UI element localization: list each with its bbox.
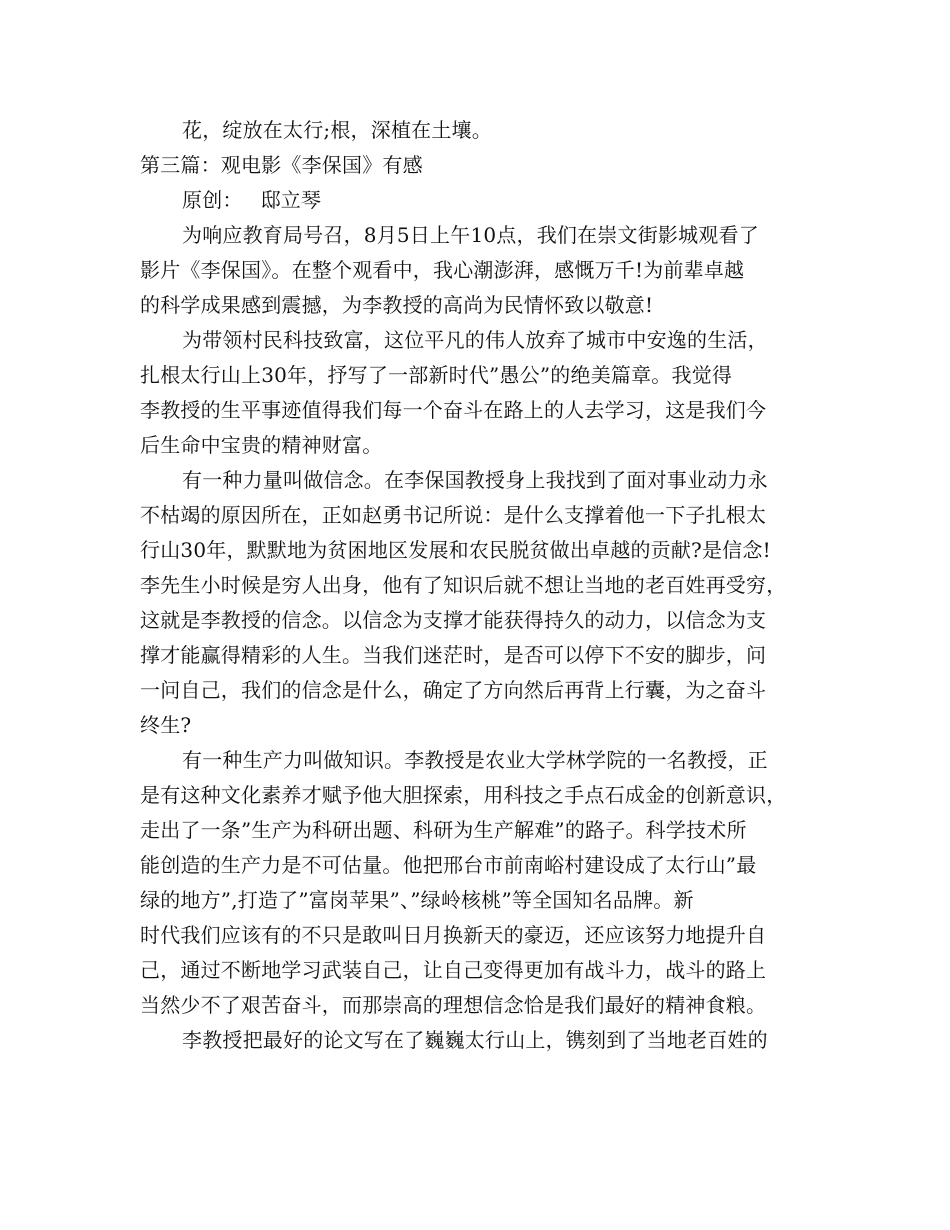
line-text: 花，绽放在太行;根，深植在土壤。 [182,118,492,142]
text-line [140,883,812,918]
line-text: 撑才能赢得精彩的人生。当我们迷茫时，是否可以停下不安的脚步，问 [140,643,767,667]
line-text: 不枯竭的原因所在，正如赵勇书记所说：是什么支撑着他一下子扎根太 [140,503,767,527]
line-text: 第三篇：观电影《李保国》有感 [140,153,423,177]
line-text: 绿的地方”,打造了”富岗苹果”、”绿岭核桃”等全国知名品牌。新 [140,888,694,912]
line-text: 是有这种文化素养才赋予他大胆探索，用科技之手点石成金的创新意识， [140,783,787,807]
text-line [140,428,812,463]
author-name: 邸立琴 [260,188,322,212]
text-line [140,288,812,323]
line-text: 李教授把最好的论文写在了巍巍太行山上，镌刻到了当地老百姓的 [182,1028,768,1052]
text-line [140,673,812,708]
line-text: 终生? [140,713,192,737]
text-line [140,113,812,148]
line-text: 一问自己，我们的信念是什么，确定了方向然后再背上行囊，为之奋斗 [140,678,767,702]
text-line [140,988,812,1023]
text-line [140,743,812,778]
line-text: 的科学成果感到震撼，为李教授的高尚为民情怀致以敬意! [140,293,654,317]
text-line [140,603,812,638]
text-line [140,463,812,498]
text-line [140,638,812,673]
line-text: 李先生小时候是穷人出身，他有了知识后就不想让当地的老百姓再受穷， [140,573,787,597]
text-line [140,1023,812,1058]
text-line [140,498,812,533]
line-text: 己，通过不断地学习武装自己，让自己变得更加有战斗力，战斗的路上 [140,958,767,982]
text-line [140,918,812,953]
text-line [140,218,812,253]
text-line [140,778,812,813]
line-text: 影片《李保国》。在整个观看中，我心潮澎湃，感慨万千!为前辈卓越 [140,258,745,282]
line-text: 原创： [182,188,243,212]
line-text: 后生命中宝贵的精神财富。 [140,433,383,457]
line-text: 时代我们应该有的不只是敢叫日月换新天的豪迈，还应该努力地提升自 [140,923,767,947]
line-text: 有一种力量叫做信念。在李保国教授身上我找到了面对事业动力永 [182,468,768,492]
text-line [140,848,812,883]
text-line [140,323,812,358]
line-text: 行山30年，默默地为贫困地区发展和农民脱贫做出卓越的贡献?是信念! [140,538,771,562]
line-text: 有一种生产力叫做知识。李教授是农业大学林学院的一名教授，正 [182,748,768,772]
line-text: 李教授的生平事迹值得我们每一个奋斗在路上的人去学习，这是我们今 [140,398,767,422]
line-text: 当然少不了艰苦奋斗，而那崇高的理想信念恰是我们最好的精神食粮。 [140,993,767,1017]
line-text: 这就是李教授的信念。以信念为支撑才能获得持久的动力，以信念为支 [140,608,767,632]
line-text: 扎根太行山上30年，抒写了一部新时代”愚公”的绝美篇章。我觉得 [140,363,733,387]
text-line [140,533,812,568]
text-line [140,568,812,603]
text-line [140,708,812,743]
text-line [140,813,812,848]
line-text: 走出了一条”生产为科研出题、科研为生产解难”的路子。科学技术所 [140,818,747,842]
line-text: 为响应教育局号召，8月5日上午10点，我们在崇文街影城观看了 [182,223,759,247]
document-body [140,113,812,1058]
author-line [140,183,812,218]
text-line [140,253,812,288]
line-text: 能创造的生产力是不可估量。他把邢台市前南峪村建设成了太行山”最 [140,853,757,877]
text-line [140,953,812,988]
text-line [140,393,812,428]
text-line [140,358,812,393]
section-title [140,148,812,183]
line-text: 为带领村民科技致富，这位平凡的伟人放弃了城市中安逸的生活， [182,328,768,352]
